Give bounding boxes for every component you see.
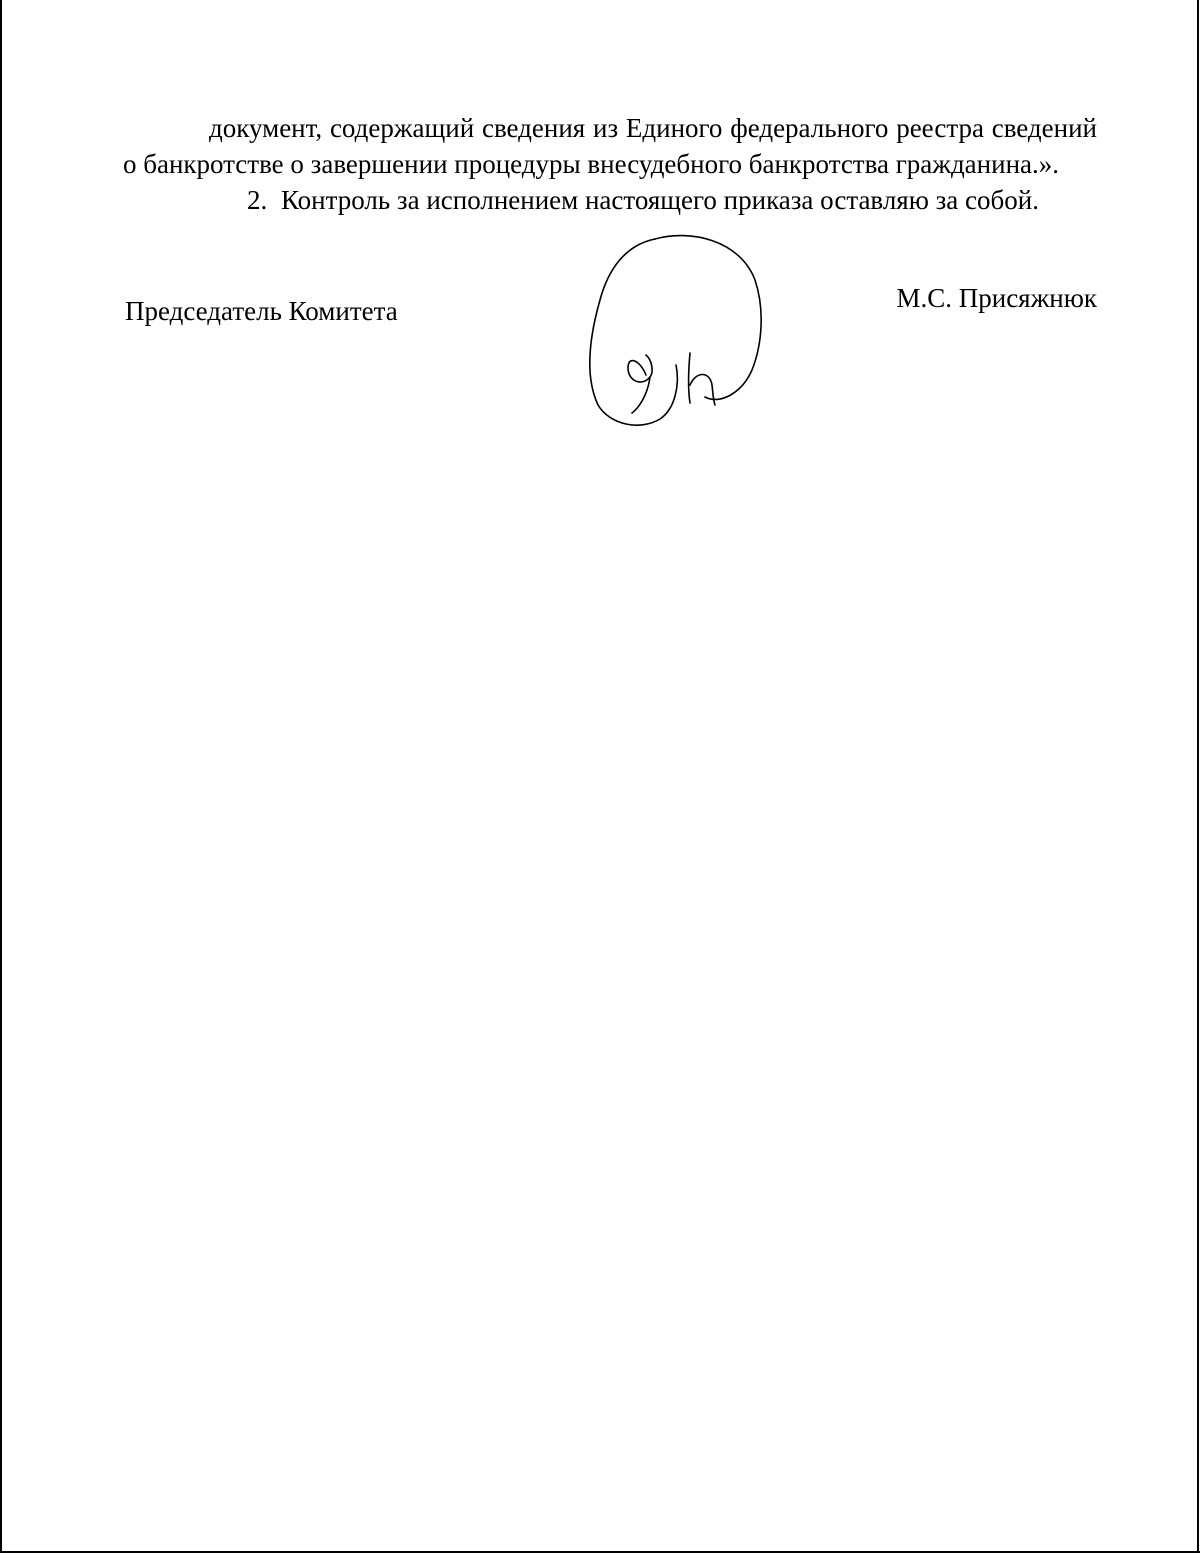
signer-name: М.С. Присяжнюк <box>896 283 1097 313</box>
document-body <box>123 110 1097 218</box>
order-item-2 <box>123 182 1097 218</box>
paragraph-continuation: документ, содержащий сведения из Единого федерального реестра сведений о банкротстве о завершении процедуры внесудебного банкротства гражданина.». <box>123 113 1097 179</box>
signer-position: Председатель Комитета <box>125 296 398 326</box>
handwritten-signature <box>570 225 790 440</box>
item-number: 2. <box>247 185 268 215</box>
item-text: Контроль за исполнением настоящего приказа оставляю за собой. <box>281 185 1039 215</box>
